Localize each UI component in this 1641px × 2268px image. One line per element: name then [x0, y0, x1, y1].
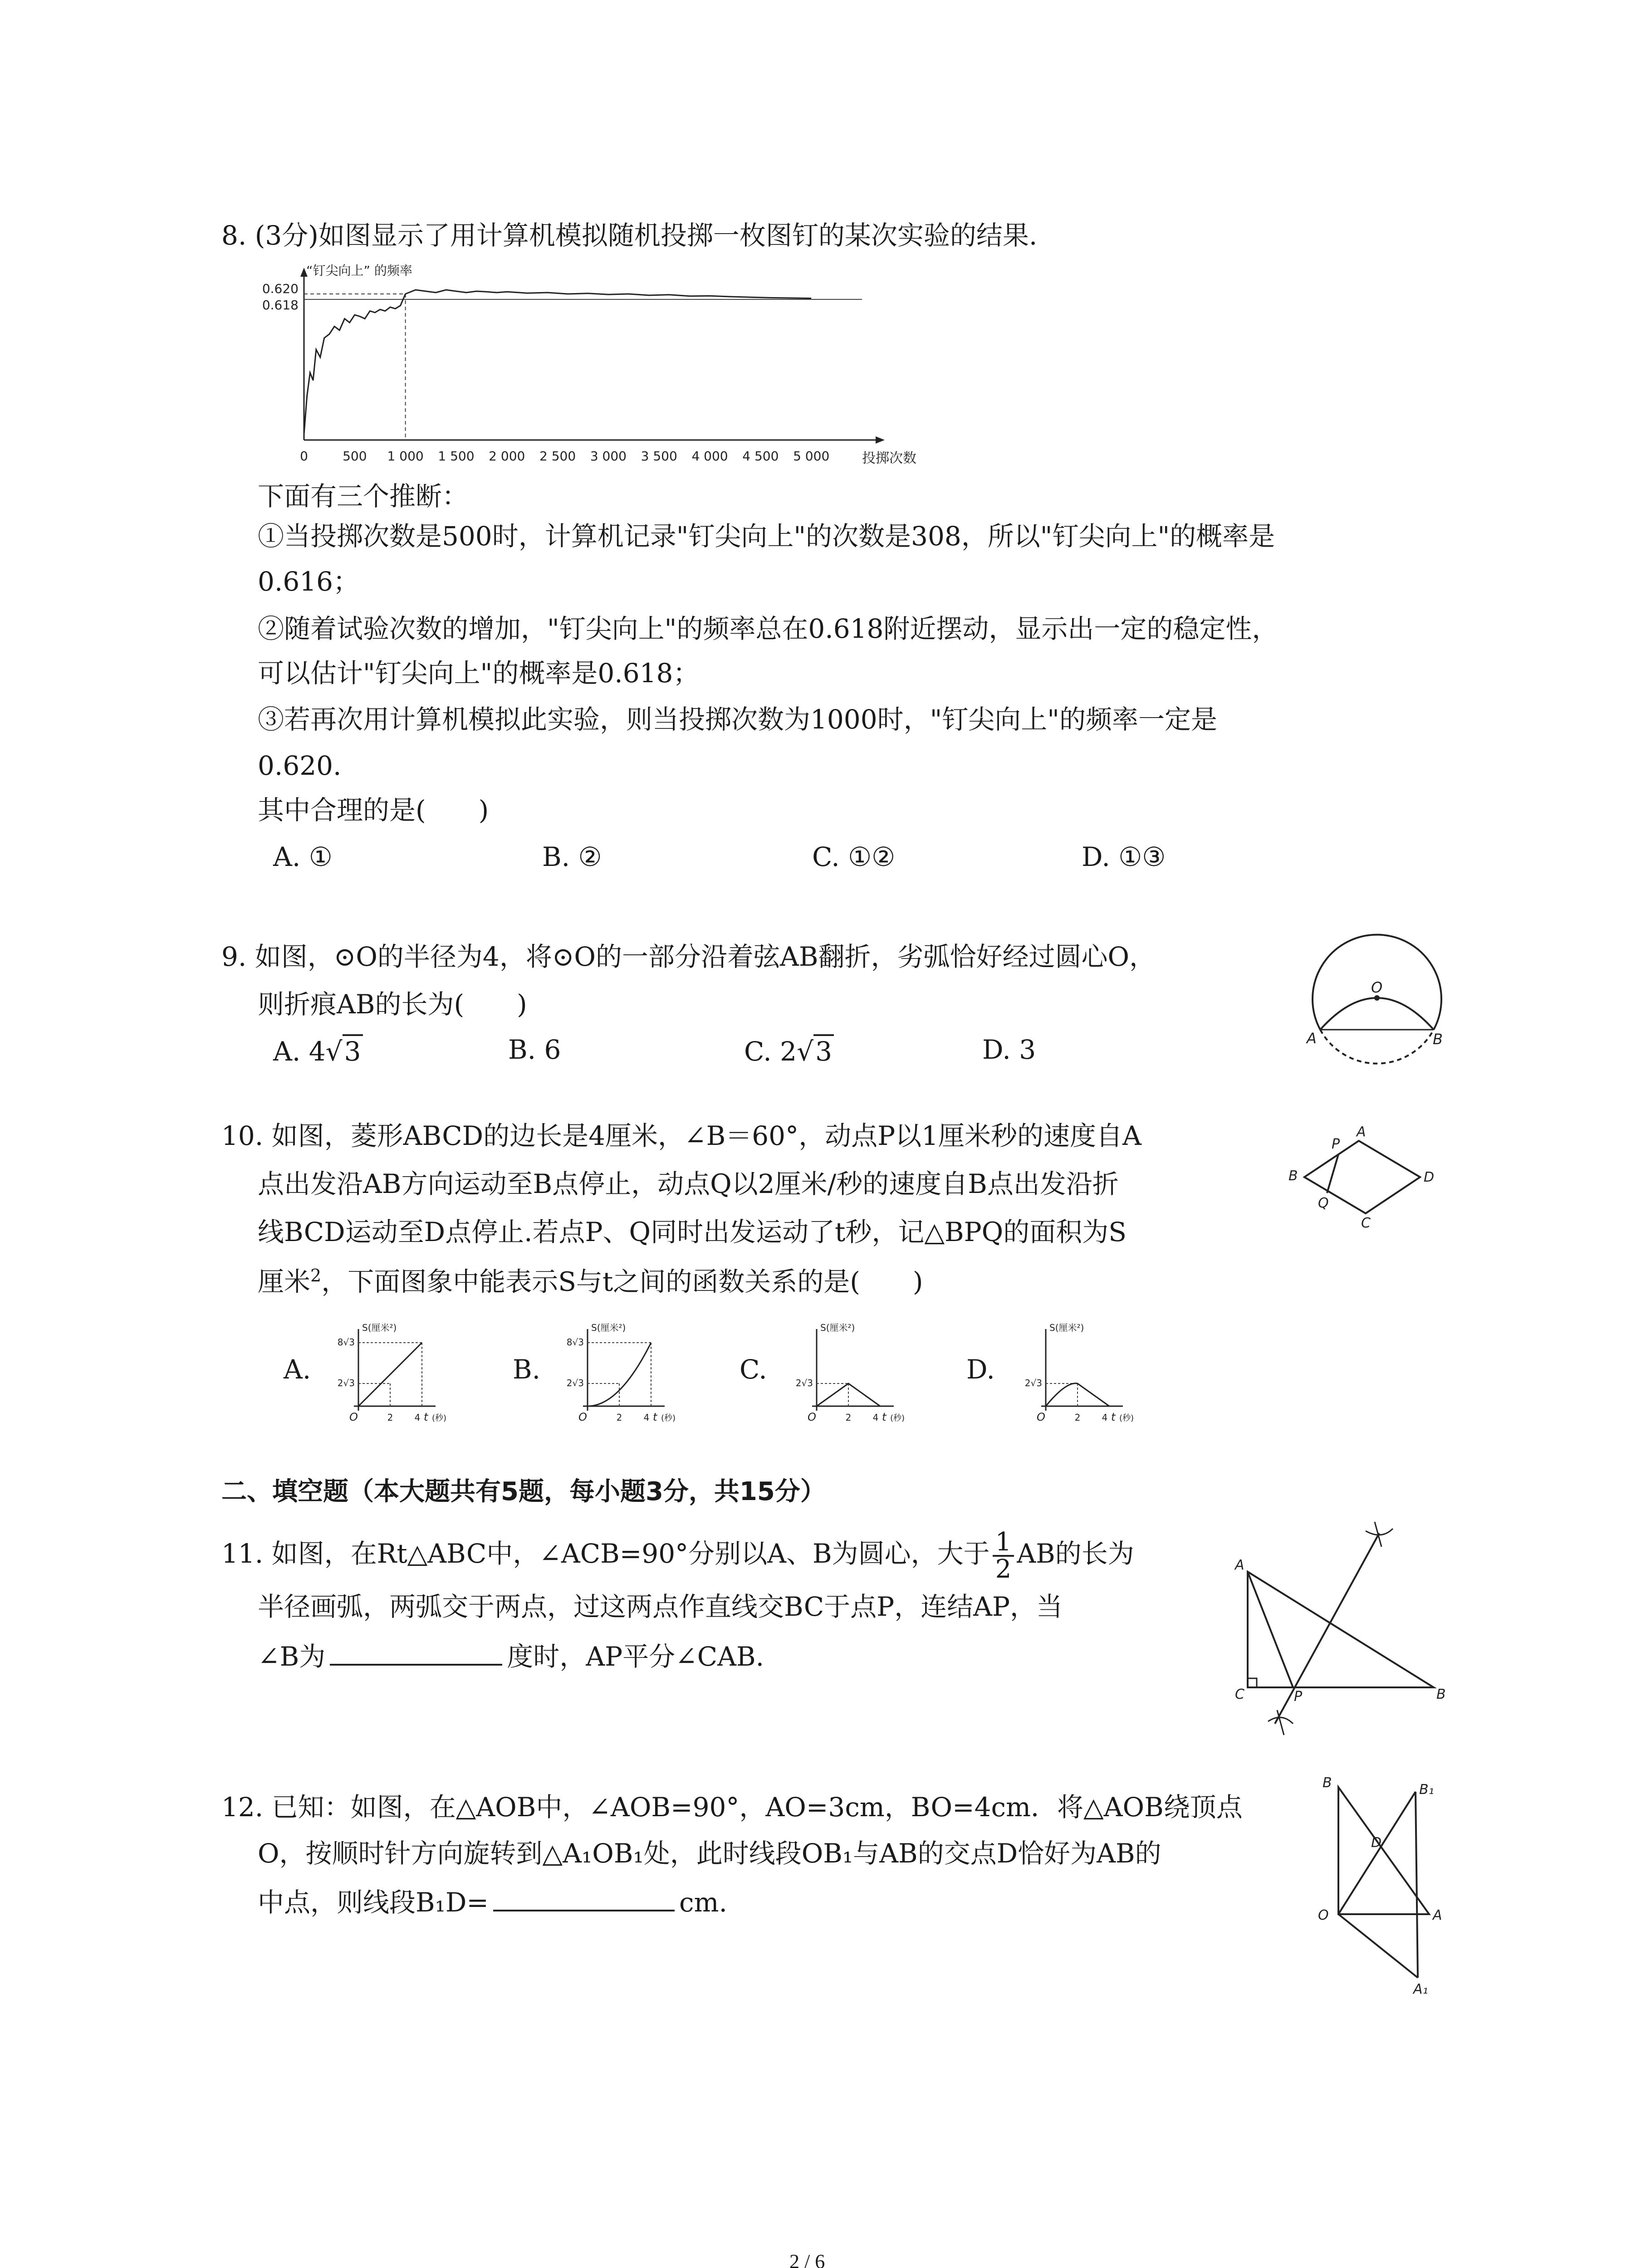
q12-line1: 12. 已知：如图，在△AOB中，∠AOB=90°，AO=3cm，BO=4cm．将△AOB绕顶点 — [221, 1792, 1243, 1823]
x-axis-label: t — [882, 1411, 887, 1423]
label-d: D — [1371, 1835, 1382, 1851]
q8-statement-1-cont: 0.616； — [258, 566, 360, 597]
q9-circle-figure — [1307, 925, 1447, 1061]
x-tick-label: 4 500 — [742, 449, 779, 464]
q11-line3 — [258, 1641, 764, 1673]
x-tick-2: 2 — [1074, 1412, 1081, 1423]
q11-line3-b: 度时，AP平分∠CAB. — [507, 1641, 764, 1672]
q9-option-c[interactable] — [744, 1034, 834, 1067]
x-tick-2: 2 — [387, 1412, 393, 1423]
y-tick-high: 8√3 — [337, 1337, 355, 1348]
q11-line3-a: ∠B为 — [258, 1641, 326, 1672]
q12-line3 — [258, 1887, 727, 1919]
y-tick-high: 8√3 — [566, 1337, 584, 1348]
sqrt-icon: √ — [325, 1036, 343, 1067]
segment-b1a1 — [1416, 1792, 1418, 1978]
graph-curve — [817, 1383, 880, 1406]
y-axis-label: S(厘米²) — [820, 1322, 855, 1333]
q9-option-a[interactable] — [273, 1034, 363, 1067]
x-axis-label: t — [424, 1411, 428, 1423]
q10-ask: ，下面图象中能表示S与t之间的函数关系的是( ) — [321, 1266, 923, 1297]
x-tick-label: 2 500 — [539, 449, 576, 464]
section-2-heading: 二、填空题（本大题共有5题，每小题3分，共15分） — [221, 1477, 826, 1506]
x-axis-unit: (秒) — [661, 1413, 676, 1423]
q10-option-a[interactable]: A. — [284, 1354, 311, 1385]
y-axis-label: S(厘米²) — [591, 1322, 626, 1333]
label-b: B — [1323, 1775, 1332, 1791]
label-c: C — [1235, 1686, 1244, 1702]
q8-statement-3-cont: 0.620. — [258, 750, 342, 781]
q11-triangle-figure — [1225, 1520, 1452, 1737]
folded-arc — [1320, 998, 1434, 1030]
q8-statement-2: ②随着试验次数的增加，"钉尖向上"的频率总在0.618附近摆动，显示出一定的稳定性， — [258, 613, 1279, 644]
label-a1: A₁ — [1413, 1981, 1428, 1997]
x-tick-2: 2 — [845, 1412, 852, 1423]
x-axis-unit: (秒) — [1119, 1413, 1134, 1423]
label-p: P — [1294, 1689, 1303, 1705]
x-axis-arrow-icon — [876, 436, 885, 444]
q8-option-c[interactable]: C. ①② — [812, 841, 896, 872]
label-a: A — [1235, 1557, 1244, 1573]
label-b: B — [1288, 1168, 1298, 1184]
x-tick-label: 5 000 — [793, 449, 830, 464]
q10-stem-line3: 线BCD运动至D点停止.若点P、Q同时出发运动了t秒，记△BPQ的面积为S — [258, 1217, 1127, 1247]
x-axis-label: t — [653, 1411, 657, 1423]
segment-ob1 — [1338, 1792, 1416, 1914]
triangle-abc — [1248, 1572, 1434, 1687]
q11-answer-blank[interactable] — [330, 1659, 502, 1666]
q10-graph-a — [327, 1322, 449, 1429]
x-tick-4: 4 — [872, 1412, 879, 1423]
x-tick-label: 3 500 — [641, 449, 677, 464]
label-o: O — [1371, 979, 1383, 996]
q10-rhombus-figure — [1279, 1120, 1443, 1238]
origin-label: O — [1037, 1411, 1045, 1423]
q10-unit: 厘米 — [258, 1266, 311, 1297]
label-a: A — [1307, 1030, 1317, 1047]
q8-question: 其中合理的是( ) — [258, 795, 489, 826]
q9-option-c-prefix: C. 2 — [744, 1036, 797, 1067]
x-axis-label: t — [1111, 1411, 1116, 1423]
segment-ap — [1248, 1572, 1293, 1687]
q12-rotation-figure — [1316, 1775, 1461, 1997]
q9-option-a-prefix: A. 4 — [273, 1036, 326, 1067]
x-tick-label: 500 — [343, 449, 367, 464]
arc-mark-top — [1366, 1522, 1393, 1547]
y-tick-low: 2√3 — [337, 1378, 355, 1388]
frac-numerator: 1 — [993, 1530, 1014, 1557]
chart-xlabel: 投掷次数 — [862, 450, 916, 466]
label-b1: B₁ — [1419, 1782, 1434, 1798]
y-axis-label: S(厘米²) — [1049, 1322, 1084, 1333]
y-tick-low: 2√3 — [566, 1378, 584, 1388]
x-tick-label: 4 000 — [691, 449, 728, 464]
label-q: Q — [1318, 1195, 1329, 1211]
origin-label: O — [808, 1411, 816, 1423]
q9-option-b[interactable]: B. 6 — [508, 1034, 561, 1065]
y-tick-low: 2√3 — [795, 1378, 813, 1388]
q12-line3-b: cm. — [679, 1887, 727, 1918]
q10-graph-d — [1014, 1322, 1136, 1429]
q8-frequency-chart — [254, 259, 944, 472]
x-tick-4: 4 — [414, 1412, 421, 1423]
q9-option-d[interactable]: D. 3 — [982, 1034, 1036, 1065]
sqrt-icon: √ — [797, 1036, 814, 1067]
q9-option-c-radicand: 3 — [813, 1034, 834, 1067]
q10-stem-line4 — [258, 1266, 923, 1298]
fraction-half — [993, 1527, 1014, 1584]
x-tick-2: 2 — [616, 1412, 622, 1423]
q8-stem: 8. (3分)如图显示了用计算机模拟随机投掷一枚图钉的某次实验的结果. — [221, 220, 1038, 251]
q10-option-b[interactable]: B. — [513, 1354, 541, 1385]
chart-title: “钉尖向上” 的频率 — [306, 263, 412, 278]
label-b: B — [1436, 1686, 1446, 1702]
q9-stem-line1: 9. 如图，⊙O的半径为4，将⊙O的一部分沿着弦AB翻折，劣弧恰好经过圆心O， — [221, 941, 1156, 972]
x-tick-label: 3 000 — [590, 449, 627, 464]
q10-stem-line2: 点出发沿AB方向运动至B点停止，动点Q以2厘米/秒的速度自B点出发沿折 — [258, 1168, 1119, 1199]
circle-lower-arc-dashed — [1320, 1030, 1434, 1064]
y-tick-label: 0.618 — [262, 298, 299, 313]
q12-answer-blank[interactable] — [493, 1905, 675, 1911]
q10-option-c[interactable]: C. — [740, 1354, 767, 1385]
label-a: A — [1433, 1907, 1442, 1923]
label-p: P — [1332, 1136, 1340, 1152]
q10-graph-b — [556, 1322, 678, 1429]
y-tick-low: 2√3 — [1024, 1378, 1042, 1388]
right-angle-mark — [1248, 1678, 1257, 1687]
x-tick-label: 0 — [300, 449, 308, 464]
q10-unit-sup: 2 — [310, 1266, 322, 1286]
label-c: C — [1361, 1215, 1371, 1231]
frequency-series-line — [304, 290, 811, 435]
q8-option-d[interactable]: D. ①③ — [1082, 841, 1166, 872]
chart-tick-labels — [262, 281, 829, 464]
q10-graph-c — [785, 1322, 907, 1429]
x-tick-label: 1 000 — [387, 449, 424, 464]
q11-line1-a: 11. 如图，在Rt△ABC中，∠ACB=90°分别以A、B为圆心，大于 — [221, 1538, 990, 1569]
chart-series — [304, 290, 811, 435]
q12-line2: O，按顺时针方向旋转到△A₁OB₁处，此时线段OB₁与AB的交点D恰好为AB的 — [258, 1838, 1161, 1869]
q8-statement-2-cont: 可以估计"钉尖向上"的概率是0.618； — [258, 658, 700, 689]
frac-denominator: 2 — [995, 1554, 1012, 1584]
q8-option-a[interactable]: A. ① — [273, 841, 333, 872]
label-b: B — [1433, 1031, 1443, 1048]
y-tick-label: 0.620 — [262, 281, 299, 296]
q11-line1-b: AB的长为 — [1017, 1538, 1134, 1569]
q10-stem-line1: 10. 如图，菱形ABCD的边长是4厘米，∠B＝60°，动点P以1厘米秒的速度自A — [221, 1120, 1141, 1151]
segment-oa1 — [1338, 1914, 1418, 1978]
x-tick-4: 4 — [643, 1412, 650, 1423]
q8-statement-3: ③若再次用计算机模拟此实验，则当投掷次数为1000时，"钉尖向上"的频率一定是 — [258, 704, 1217, 735]
origin-label: O — [349, 1411, 358, 1423]
q12-line3-a: 中点，则线段B₁D= — [258, 1887, 489, 1918]
q8-option-b[interactable]: B. ② — [542, 841, 602, 872]
x-axis-unit: (秒) — [432, 1413, 447, 1423]
label-d: D — [1424, 1169, 1435, 1185]
label-o: O — [1318, 1907, 1329, 1923]
origin-label: O — [578, 1411, 587, 1423]
page-number: 2 / 6 — [789, 2250, 825, 2268]
graph-curve — [1046, 1383, 1109, 1406]
perpendicular-bisector — [1275, 1533, 1379, 1724]
q10-option-d[interactable]: D. — [966, 1354, 995, 1385]
y-axis-label: S(厘米²) — [362, 1322, 397, 1333]
q9-option-a-radicand: 3 — [343, 1034, 363, 1067]
x-axis-unit: (秒) — [890, 1413, 905, 1423]
q8-lead: 下面有三个推断： — [258, 481, 469, 512]
x-tick-label: 1 500 — [438, 449, 475, 464]
chart-reference-lines — [304, 294, 862, 440]
x-tick-label: 2 000 — [489, 449, 525, 464]
q8-statement-1: ①当投掷次数是500时，计算机记录"钉尖向上"的次数是308，所以"钉尖向上"的概率是 — [258, 521, 1275, 552]
label-a: A — [1357, 1124, 1366, 1140]
x-tick-4: 4 — [1102, 1412, 1108, 1423]
q11-line2: 半径画弧，两弧交于两点，过这两点作直线交BC于点P，连结AP，当 — [258, 1591, 1063, 1622]
q11-line1 — [221, 1527, 1134, 1584]
q9-stem-line2: 则折痕AB的长为( ) — [258, 989, 527, 1020]
